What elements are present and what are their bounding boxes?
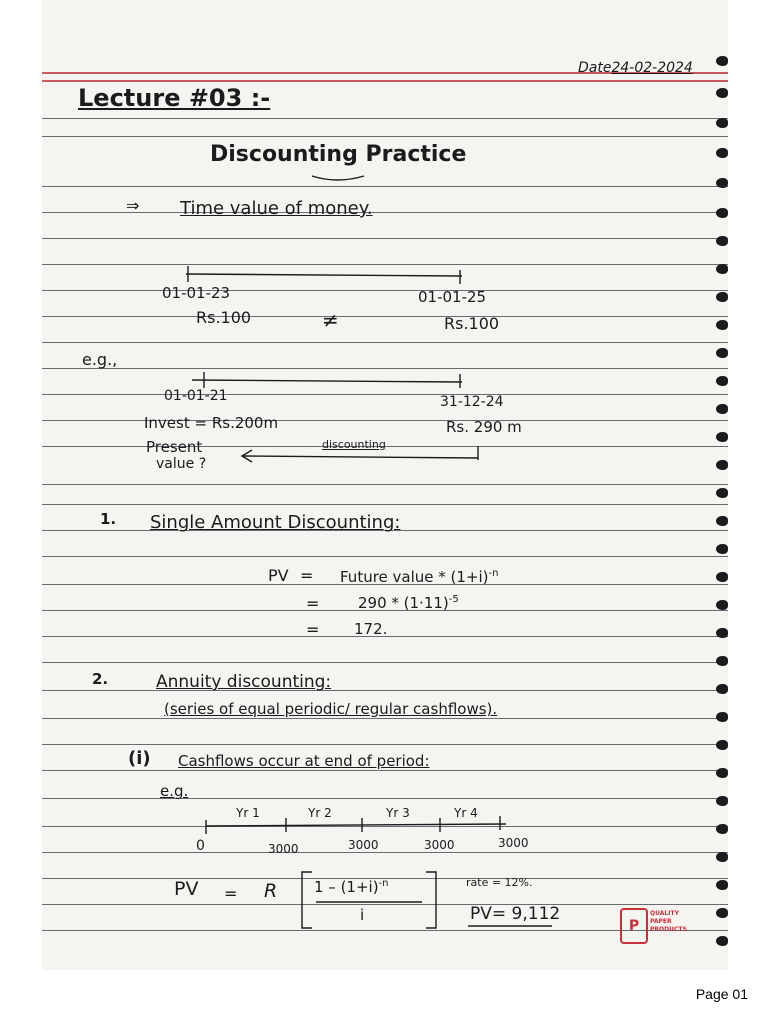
year-label: Yr 2 xyxy=(308,806,332,820)
pen-strokes xyxy=(42,0,728,970)
section1-title: Single Amount Discounting: xyxy=(150,512,401,533)
timeline1-line xyxy=(186,274,462,276)
formula1-exponent: -n xyxy=(488,568,499,579)
year-label: Yr 3 xyxy=(386,806,410,820)
formula2-eq: = xyxy=(224,884,238,903)
example-label: e.g., xyxy=(82,350,118,369)
sub-point-i-text: Cashflows occur at end of period: xyxy=(178,752,430,770)
pv-result: PV= 9,112 xyxy=(470,904,561,924)
cashflow-amount: 3000 xyxy=(268,842,299,856)
notebook-page xyxy=(42,0,728,970)
year-label: Yr 1 xyxy=(236,806,260,820)
annuity-timeline-line xyxy=(206,824,506,826)
invest-amount: Invest = Rs.200m xyxy=(144,414,279,432)
formula1-rhs: Future value * $(1+i)^{-n}$ xyxy=(340,568,499,586)
formula2-numerator: $1 - (1+i)^{-n}$ xyxy=(314,878,389,896)
discounting-arrow xyxy=(242,456,478,458)
example1-left-date: 01-01-21 xyxy=(164,388,228,404)
stamp-text: QUALITY PAPER PRODUCTS xyxy=(650,910,687,933)
intro-text: Time value of money. xyxy=(180,198,373,219)
example-label-2: e.g. xyxy=(160,782,189,800)
timeline-start: 0 xyxy=(196,838,205,854)
formula1-exponent-2: -5 xyxy=(448,594,459,605)
formula2-lhs: PV xyxy=(174,878,199,900)
lecture-title: Lecture #03 :- xyxy=(78,84,271,112)
topic-underline xyxy=(312,176,364,180)
formula2-r: R xyxy=(264,880,278,902)
section1-number: 1. xyxy=(100,510,117,528)
date-label: Date xyxy=(578,60,612,76)
formula-bracket-left xyxy=(302,872,312,928)
stamp-logo-icon: P xyxy=(620,908,648,944)
formula2-exponent: -n xyxy=(378,878,389,889)
date-value: 24-02-2024 xyxy=(611,60,693,76)
formula-bracket-right xyxy=(426,872,436,928)
timeline1-right-amount: Rs.100 xyxy=(444,314,500,333)
topic-title: Discounting Practice xyxy=(210,142,467,167)
timeline1-left-date: 01-01-23 xyxy=(162,284,231,302)
formula1-rhs-2: $290 * (1\cdot 11)^{-5}$ xyxy=(358,594,459,612)
not-equal-sign: ≠ xyxy=(322,308,339,332)
cashflow-amount: 3000 xyxy=(498,836,529,850)
cashflow-amount: 3000 xyxy=(348,838,379,852)
timeline1-left-amount: Rs.100 xyxy=(196,308,252,327)
formula1-eq-3: = xyxy=(306,620,320,639)
intro-arrow: ⇒ xyxy=(126,196,140,215)
example1-timeline-line xyxy=(192,380,462,382)
rate-note: rate = 12%. xyxy=(466,876,533,889)
formula1-eq: = xyxy=(300,566,314,585)
timeline1-right-date: 01-01-25 xyxy=(418,288,487,306)
year-label: Yr 4 xyxy=(454,806,478,820)
present-value-label: Present xyxy=(146,438,203,456)
cashflow-amount: 3000 xyxy=(424,838,455,852)
formula1-eq-2: = xyxy=(306,594,320,613)
page-number: Page 01 xyxy=(695,986,748,1002)
formula1-lhs: PV xyxy=(268,566,289,585)
sub-point-i-label: (i) xyxy=(128,748,151,769)
present-value-label-2: value ? xyxy=(156,456,207,472)
section2-subtitle: (series of equal periodic/ regular cashflows). xyxy=(164,700,498,718)
future-amount: Rs. 290 m xyxy=(446,418,522,436)
discounting-label: discounting xyxy=(322,438,386,451)
formula2-denominator: i xyxy=(360,906,365,924)
section2-title: Annuity discounting: xyxy=(156,672,332,692)
example1-right-date: 31-12-24 xyxy=(440,394,504,410)
section2-number: 2. xyxy=(92,670,109,688)
formula1-result: 172. xyxy=(354,620,388,638)
